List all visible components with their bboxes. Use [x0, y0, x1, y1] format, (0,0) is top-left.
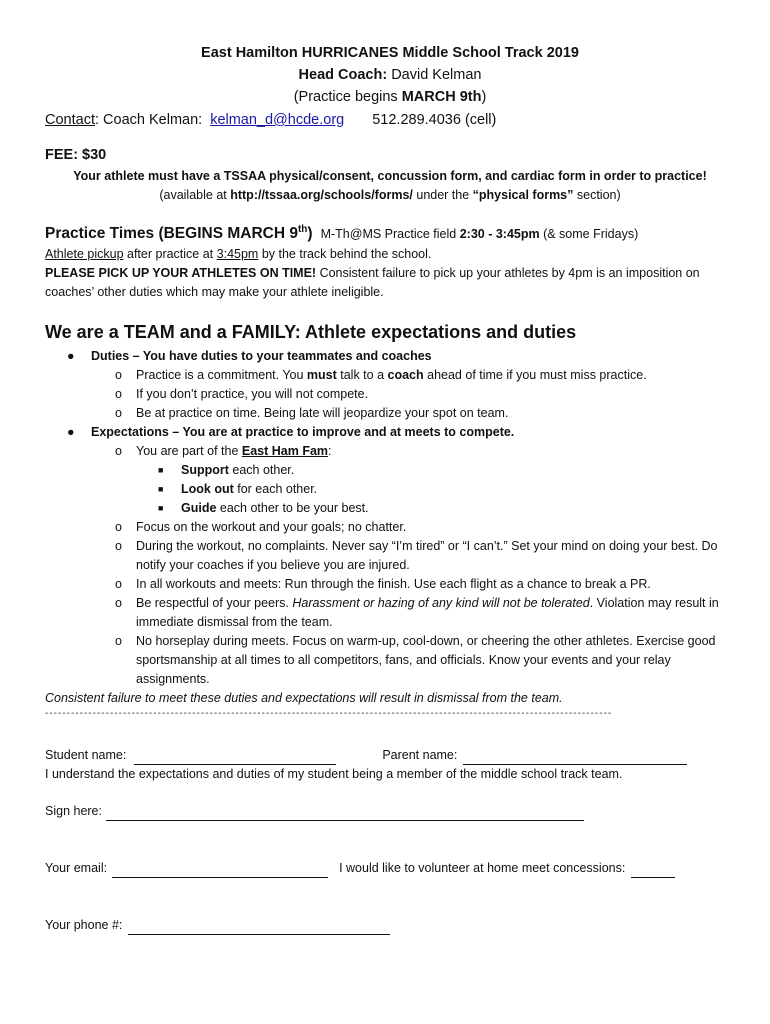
expectation-item	[45, 575, 735, 594]
pickup-warning-bold: PLEASE PICK UP YOUR ATHLETES ON TIME!	[45, 266, 317, 281]
coach-phone: 512.289.4036 (cell)	[372, 112, 497, 128]
practice-begins-suffix: )	[481, 89, 487, 105]
practice-title-close: )	[307, 225, 313, 243]
practice-time-note: (& some Fridays)	[539, 227, 639, 242]
physical-requirement: Your athlete must have a TSSAA physical/consent, concussion form, and cardiac form in order to practice!	[73, 169, 707, 183]
support-rest: each other.	[228, 463, 295, 478]
forms-url: http://tssaa.org/schools/forms/	[230, 188, 413, 202]
duty1-d: coach	[387, 368, 424, 383]
circle-bullet-icon: o	[115, 368, 122, 383]
square-bullet-icon: ■	[158, 465, 164, 476]
fam-item	[45, 461, 735, 480]
student-name-field[interactable]	[134, 750, 336, 765]
practice-begins-line	[45, 86, 735, 108]
pickup-end: by the track behind the school.	[258, 247, 432, 262]
circle-bullet-icon: o	[115, 406, 122, 421]
fam-name: East Ham Fam	[241, 444, 329, 459]
practice-begins-prefix: (Practice begins	[293, 89, 402, 105]
circle-bullet-icon: o	[115, 520, 122, 535]
expectation-item	[45, 594, 735, 632]
phone-label: Your phone #:	[45, 918, 123, 933]
circle-bullet-icon: o	[115, 539, 122, 554]
practice-location: M-Th@MS Practice field	[320, 227, 460, 242]
head-coach-name: David Kelman	[387, 67, 482, 83]
understand-statement: I understand the expectations and duties of my student being a member of the middle school track team.	[45, 767, 623, 782]
duty2: If you don’t practice, you will not compete.	[136, 387, 369, 402]
practice-begins-date: MARCH 9th	[401, 89, 482, 105]
fam-item	[45, 480, 735, 499]
duty-item	[45, 366, 735, 385]
student-name-label: Student name:	[45, 748, 127, 763]
exp3: During the workout, no complaints. Never say “I’m tired” or “I can’t.” Set your mind on doing your best. Do notify your coaches if you believe you are injured.	[136, 539, 718, 573]
email-field[interactable]	[112, 863, 328, 878]
pickup-label: Athlete pickup	[45, 247, 124, 262]
expectation-item	[45, 537, 735, 575]
avail-prefix: (available at	[159, 188, 231, 202]
cut-line: -----------------------------------------------------------------------------------------------------------------------------------	[45, 708, 613, 720]
square-bullet-icon: ■	[158, 503, 164, 514]
practice-schedule	[321, 227, 639, 241]
duty1-c: talk to a	[336, 368, 388, 383]
phone-field[interactable]	[128, 920, 390, 935]
forms-section: “physical forms”	[472, 188, 574, 202]
guide-rest: each other to be your best.	[216, 501, 369, 516]
expectations-bullet	[45, 423, 735, 442]
names-row	[45, 746, 735, 765]
duties-bullet	[45, 347, 735, 366]
pickup-warning-text: Consistent failure to pick up your athletes by 4pm is an imposition on coaches’ other duties which may make your athlete ineligible.	[45, 266, 700, 300]
support-bold: Support	[181, 463, 229, 478]
pickup-warning	[45, 264, 735, 302]
practice-time: 2:30 - 3:45pm	[459, 227, 540, 242]
circle-bullet-icon: o	[115, 596, 122, 611]
pickup-mid: after practice at	[123, 247, 217, 262]
duty1-e: ahead of time if you must miss practice.	[423, 368, 647, 383]
signature-field[interactable]	[106, 806, 584, 821]
guide-bold: Guide	[181, 501, 217, 516]
sign-label: Sign here:	[45, 804, 102, 819]
parent-name-label: Parent name:	[382, 748, 458, 763]
exp5-a: Be respectful of your peers.	[136, 596, 293, 611]
document-page	[45, 42, 735, 935]
head-coach-line	[45, 64, 735, 86]
practice-times-title	[45, 225, 313, 242]
lookout-bold: Look out	[181, 482, 234, 497]
fam-prefix: You are part of the	[136, 444, 242, 459]
head-coach-label: Head Coach:	[298, 67, 388, 83]
fee-label: FEE: $30	[45, 147, 107, 163]
expectation-item	[45, 632, 735, 689]
duty-item	[45, 404, 735, 423]
fam-item	[45, 499, 735, 518]
lookout-rest: for each other.	[233, 482, 318, 497]
avail-mid: under the	[412, 188, 473, 202]
contact-line	[45, 109, 735, 131]
exp5-b: Harassment or hazing of any kind will not be tolerated	[292, 596, 590, 611]
duty1-b: must	[306, 368, 337, 383]
exp5-c: . Violation may result in immediate dismissal from the team.	[136, 596, 719, 630]
coach-email-link[interactable]: kelman_d@hcde.org	[210, 112, 345, 128]
sign-row	[45, 802, 735, 821]
dismissal-note: Consistent failure to meet these duties and expectations will result in dismissal from the team.	[45, 691, 563, 706]
email-label: Your email:	[45, 861, 108, 876]
document-title: East Hamilton HURRICANES Middle School Track 2019	[201, 45, 579, 61]
duty1-a: Practice is a commitment. You	[136, 368, 307, 383]
volunteer-label: I would like to volunteer at home meet concessions:	[339, 861, 626, 876]
duty-item	[45, 385, 735, 404]
pickup-time: 3:45pm	[216, 247, 259, 262]
expectation-item	[45, 442, 735, 461]
pickup-line	[45, 245, 735, 264]
square-bullet-icon: ■	[158, 484, 164, 495]
bullet-icon: ●	[67, 349, 75, 364]
expectation-item	[45, 518, 735, 537]
practice-times-heading	[45, 219, 735, 245]
exp2: Focus on the workout and your goals; no chatter.	[136, 520, 407, 535]
fam-suffix: :	[328, 444, 332, 459]
forms-availability	[45, 186, 735, 205]
circle-bullet-icon: o	[115, 387, 122, 402]
expectations-heading: We are a TEAM and a FAMILY: Athlete expectations and duties	[45, 322, 577, 343]
duty3: Be at practice on time. Being late will jeopardize your spot on team.	[136, 406, 509, 421]
parent-name-field[interactable]	[463, 750, 687, 765]
practice-title-text: Practice Times (BEGINS MARCH 9	[45, 225, 298, 243]
avail-suffix: section)	[573, 188, 621, 202]
circle-bullet-icon: o	[115, 577, 122, 592]
circle-bullet-icon: o	[115, 634, 122, 649]
contact-coach: : Coach Kelman:	[94, 112, 203, 128]
email-row	[45, 859, 735, 878]
circle-bullet-icon: o	[115, 444, 122, 459]
expectations-subheading: Expectations – You are at practice to improve and at meets to compete.	[91, 425, 515, 440]
duties-heading: Duties – You have duties to your teammates and coaches	[91, 349, 432, 364]
exp4: In all workouts and meets: Run through the finish. Use each flight as a chance to break a PR.	[136, 577, 651, 592]
phone-row	[45, 916, 735, 935]
contact-label: Contact	[45, 112, 95, 128]
bullet-icon: ●	[67, 425, 75, 440]
exp6: No horseplay during meets. Focus on warm-up, cool-down, or cheering the other athletes. Exercise good sportsmanship at all times to all competitors, fans, and officials. Know your events and your relay assignments.	[136, 634, 716, 687]
practice-title-sup: th	[297, 224, 308, 235]
volunteer-field[interactable]	[631, 863, 675, 878]
